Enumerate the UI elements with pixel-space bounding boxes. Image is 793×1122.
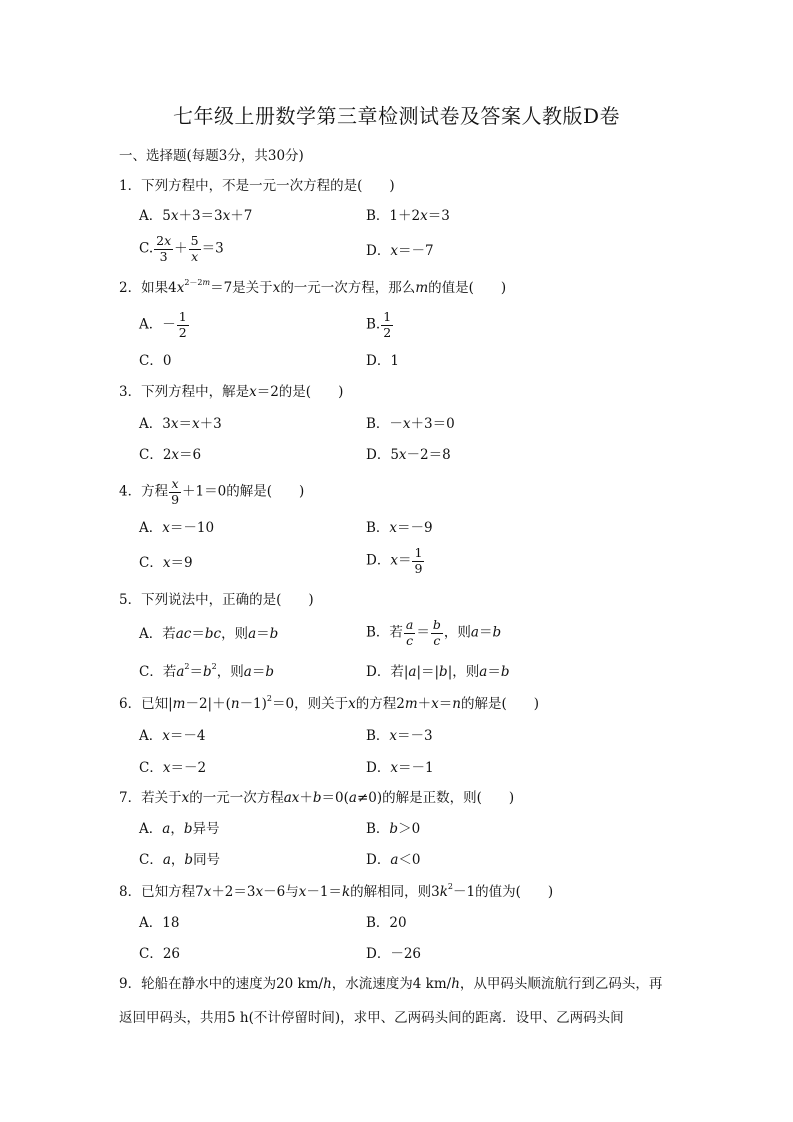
question-1-stem: 1．下列方程中，不是一元一次方程的是( ) [119,178,395,194]
q2-option-c: C．0 [139,353,172,369]
q3-option-d: D．5x－2＝8 [366,447,451,463]
question-7-stem: 7．若关于x的一元一次方程ax＋b＝0(a≠0)的解是正数，则( ) [119,790,515,806]
q3-option-b: B．－x＋3＝0 [366,416,455,432]
question-9-line-2: 返回甲码头，共用5 h(不计停留时间)，求甲、乙两码头间的距离．设甲、乙两码头间 [119,1010,624,1026]
q6-option-d: D．x＝－1 [366,760,434,776]
q2-option-d: D．1 [366,353,399,369]
q3-option-a: A．3x＝x＋3 [139,416,222,432]
q5-option-d: D．若|a|＝|b|，则a＝b [366,664,510,680]
q4-option-c: C．x＝9 [139,555,193,571]
q6-option-b: B．x＝－3 [366,728,433,744]
q7-option-b: B．b＞0 [366,821,421,837]
question-4-stem: 4．方程 $\frac{x}{9}$ ＋1＝0的解是( ) [119,476,305,507]
q8-option-a: A．18 [139,915,180,931]
q5-option-c: C．若$a^2=b^2$，则a＝b [139,662,274,680]
q8-option-b: B．20 [366,915,407,931]
section-heading: 一、选择题(每题3分，共30分) [119,148,304,164]
q4-option-a: A．x＝－10 [139,520,215,536]
page-title: 七年级上册数学第三章检测试卷及答案人教版D卷 [172,104,621,128]
q3-option-c: C．2x＝6 [139,447,202,463]
q2-option-a: A．－ $\frac{1}{2}$ [139,309,187,340]
q2-option-b: B. $\frac{1}{2}$ [366,309,392,340]
question-6-stem: 6．已知$|m-2|+(n-1)^2=0$，则关于x的方程2m＋x＝n的解是( ) [119,694,540,712]
question-8-stem: 8．已知方程7x＋2＝3x－6与x－1＝k的解相同，则$3k^2-1$的值为( ) [119,882,554,900]
q7-option-c: C．a，b同号 [139,852,221,868]
q6-option-a: A．x＝－4 [139,728,206,744]
q1-option-d: D．x＝－7 [366,243,434,259]
q4-option-b: B．x＝－9 [366,520,433,536]
q7-option-a: A．a，b异号 [139,821,220,837]
q1-option-c: C. $\frac{2x}{3}$ ＋ $\frac{5}{x}$ ＝3 [139,233,224,264]
question-5-stem: 5．下列说法中，正确的是( ) [119,592,314,608]
q7-option-d: D．a＜0 [366,852,421,868]
question-3-stem: 3．下列方程中，解是x＝2的是( ) [119,384,344,400]
question-2-stem: 2．如果$4x^{2-2m}=7$是关于x的一元一次方程，那么m的值是( ) [119,278,507,296]
q4-option-d: D．x＝ $\frac{1}{9}$ [366,545,423,576]
q8-option-d: D．－26 [366,946,422,962]
q5-option-a: A．若ac＝bc，则a＝b [139,626,279,642]
q5-option-b: B．若 $\frac{a}{c}$ ＝ $\frac{b}{c}$ ，则a＝b [366,617,502,648]
q1-option-a: A．5x＋3＝3x＋7 [139,208,253,224]
q8-option-c: C．26 [139,946,181,962]
q6-option-c: C．x＝－2 [139,760,207,776]
question-9-line-1: 9．轮船在静水中的速度为20 km/h，水流速度为4 km/h，从甲码头顺流航行到乙码头，再 [119,976,663,992]
q1-option-b: B．1＋2x＝3 [366,208,450,224]
